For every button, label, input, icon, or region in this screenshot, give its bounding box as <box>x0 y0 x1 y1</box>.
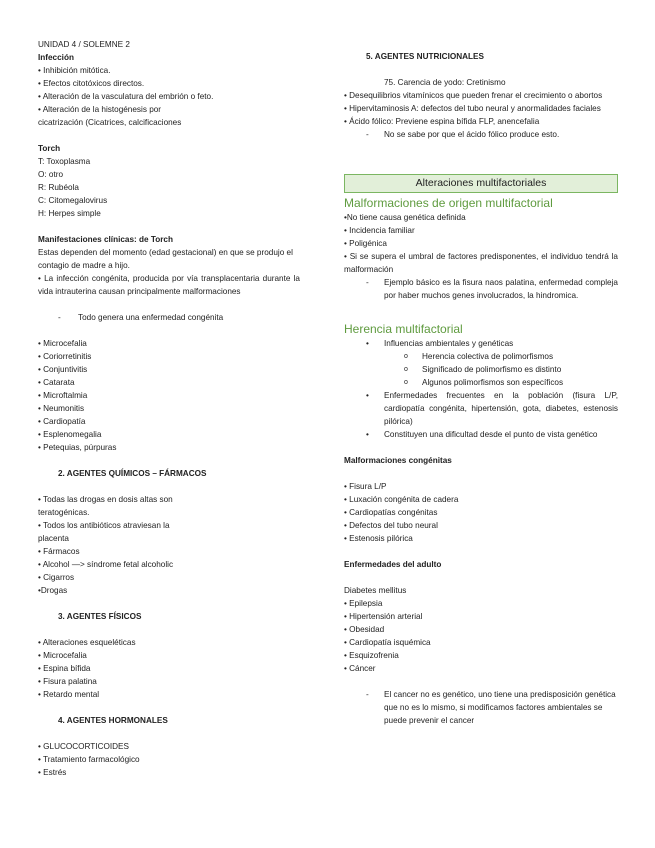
origen-item: •No tiene causa genética definida <box>344 213 466 222</box>
manifestaciones-item: • Neumonitis <box>38 404 85 413</box>
infeccion-title: Infección <box>38 53 74 62</box>
origen-item: • Incidencia familiar <box>344 226 415 235</box>
herencia-subitem: o Algunos polimorfismos son específicos <box>344 376 618 389</box>
herencia-bullet: • Enfermedades frecuentes en la población (fisura L/P, cardiopatía congénita, hipertensión, gota, diabetes, estenosis pilórica) <box>344 389 618 428</box>
torch-item: O: otro <box>38 170 64 179</box>
nutricionales-item: • Ácido fólico: Previene espina bífida FLP, anencefalia <box>344 117 540 126</box>
congenitas-item: • Defectos del tubo neural <box>344 521 438 530</box>
manifestaciones-item: • Esplenomegalia <box>38 430 102 439</box>
fisicos-title: 3. AGENTES FÍSICOS <box>58 612 142 621</box>
nutricionales-subtitle: 75. Carencia de yodo: Cretinismo <box>384 78 506 87</box>
manifestaciones-item: • Cardiopatía <box>38 417 86 426</box>
fisicos-item: • Alteraciones esqueléticas <box>38 638 136 647</box>
manifestaciones-item: • Microcefalia <box>38 339 87 348</box>
fisicos-item: • Microcefalia <box>38 651 87 660</box>
congenitas-title: Malformaciones congénitas <box>344 456 452 465</box>
adulto-note: - El cancer no es genético, uno tiene una predisposición genética que no es lo mismo, si modificamos factores ambientales se puede prevenir el cancer <box>344 688 618 727</box>
congenitas-item: • Luxación congénita de cadera <box>344 495 459 504</box>
adulto-item: • Cáncer <box>344 664 376 673</box>
adulto-title: Enfermedades del adulto <box>344 560 442 569</box>
nutricionales-item: • Desequilibrios vitamínicos que pueden frenar el crecimiento o abortos <box>344 91 603 100</box>
quimicos-item: • Todas las drogas en dosis altas son <box>38 495 173 504</box>
adulto-item: Diabetes mellitus <box>344 586 407 595</box>
origen-note: - Ejemplo básico es la fisura naos palatina, enfermedad compleja por haber muchos genes involucrados, la hindromica. <box>344 276 618 302</box>
herencia-subitem: o Herencia colectiva de polimorfismos <box>344 350 618 363</box>
origen-item: • Poligénica <box>344 239 387 248</box>
torch-item: R: Rubéola <box>38 183 79 192</box>
infeccion-item: • Efectos citotóxicos directos. <box>38 79 145 88</box>
herencia-subitem: o Significado de polimorfismo es distinto <box>344 363 618 376</box>
hormonales-title: 4. AGENTES HORMONALES <box>58 716 168 725</box>
herencia-bullet: • Constituyen una dificultad desde el punto de vista genético <box>344 428 618 441</box>
origen-title: Malformaciones de origen multifactorial <box>344 196 553 210</box>
right-column <box>344 50 618 727</box>
adulto-item: • Obesidad <box>344 625 385 634</box>
herencia-bullet: • Influencias ambientales y genéticas <box>344 337 618 350</box>
manifestaciones-paragraph: • La infección congénita, producida por vía transplacentaria durante la vida intrauterina causan principalmente malformaciones <box>38 274 300 296</box>
infeccion-item: • Inhibición mitótica. <box>38 66 111 75</box>
adulto-item: • Hipertensión arterial <box>344 612 423 621</box>
torch-item: C: Citomegalovirus <box>38 196 108 205</box>
congenitas-item: • Fisura L/P <box>344 482 387 491</box>
hormonales-item: • Tratamiento farmacológico <box>38 755 140 764</box>
nutricionales-note: - No se sabe por que el ácido fólico produce esto. <box>344 128 618 141</box>
origen-paragraph-cont: malformación <box>344 265 394 274</box>
unit-header: UNIDAD 4 / SOLEMNE 2 <box>38 40 130 49</box>
torch-title: Torch <box>38 144 61 153</box>
torch-item: T: Toxoplasma <box>38 157 91 166</box>
herencia-title: Herencia multifactorial <box>344 322 463 336</box>
quimicos-item: •Drogas <box>38 586 68 595</box>
adulto-item: • Cardiopatía isquémica <box>344 638 431 647</box>
quimicos-item: • Alcohol —> síndrome fetal alcoholic <box>38 560 174 569</box>
quimicos-item: • Fármacos <box>38 547 80 556</box>
left-column <box>38 38 300 779</box>
manifestaciones-title: Manifestaciones clínicas: de Torch <box>38 235 173 244</box>
quimicos-item: • Cigarros <box>38 573 75 582</box>
manifestaciones-item: • Catarata <box>38 378 75 387</box>
adulto-item: • Esquizofrenia <box>344 651 399 660</box>
origen-paragraph: • Si se supera el umbral de factores predisponentes, el individuo tendrá la <box>344 252 618 261</box>
manifestaciones-note: - Todo genera una enfermedad congénita <box>58 311 300 324</box>
fisicos-item: • Retardo mental <box>38 690 100 699</box>
section-box-title: Alteraciones multifactoriales <box>344 174 618 193</box>
hormonales-item: • Estrés <box>38 768 67 777</box>
manifestaciones-item: • Microftalmia <box>38 391 88 400</box>
quimicos-item: placenta <box>38 534 69 543</box>
nutricionales-title: 5. AGENTES NUTRICIONALES <box>366 52 484 61</box>
manifestaciones-paragraph: Estas dependen del momento (edad gestacional) en que se produjo el contagio de madre a hijo. <box>38 248 293 270</box>
congenitas-item: • Cardiopatías congénitas <box>344 508 438 517</box>
quimicos-title: 2. AGENTES QUÍMICOS – FÁRMACOS <box>58 469 207 478</box>
quimicos-item: teratogénicas. <box>38 508 90 517</box>
hormonales-item: • GLUCOCORTICOIDES <box>38 742 129 751</box>
fisicos-item: • Fisura palatina <box>38 677 97 686</box>
nutricionales-item: • Hipervitaminosis A: defectos del tubo neural y anormalidades faciales <box>344 104 601 113</box>
manifestaciones-item: • Coriorretinitis <box>38 352 92 361</box>
manifestaciones-item: • Petequias, púrpuras <box>38 443 117 452</box>
infeccion-item: cicatrización (Cicatrices, calcificaciones <box>38 118 182 127</box>
torch-item: H: Herpes simple <box>38 209 101 218</box>
manifestaciones-item: • Conjuntivitis <box>38 365 88 374</box>
infeccion-item: • Alteración de la histogénesis por <box>38 105 162 114</box>
adulto-item: • Epilepsia <box>344 599 383 608</box>
congenitas-item: • Estenosis pilórica <box>344 534 413 543</box>
quimicos-item: • Todos los antibióticos atraviesan la <box>38 521 170 530</box>
fisicos-item: • Espina bífida <box>38 664 91 673</box>
infeccion-item: • Alteración de la vasculatura del embrión o feto. <box>38 92 214 101</box>
